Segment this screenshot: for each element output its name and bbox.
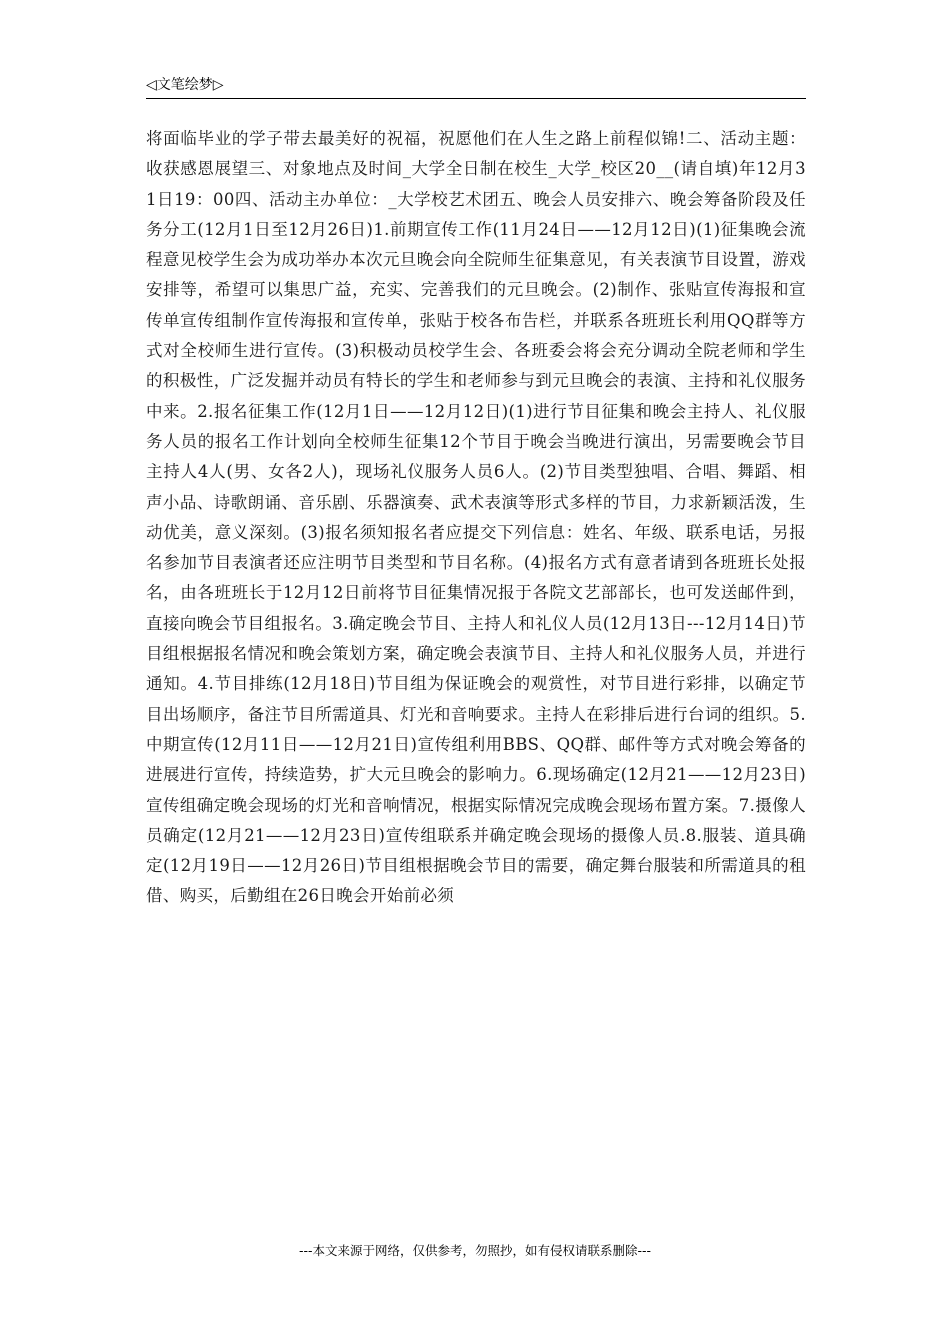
document-body-text: 将面临毕业的学子带去最美好的祝福，祝愿他们在人生之路上前程似锦!二、活动主题：收获感恩展望三、对象地点及时间_大学全日制在校生_大学_校区20__(请自填)年12月31日19：00四、活动主办单位：_大学校艺术团五、晚会人员安排六、晚会筹备阶段及任务分工(12月1日至12月26日)1.前期宣传工作(11月24日——12月12日)(1)征集晚会流程意见校学生会为成功举办本次元旦晚会向全院师生征集意见，有关表演节目设置，游戏安排等，希望可以集思广益，充实、完善我们的元旦晚会。(2)制作、张贴宣传海报和宣传单宣传组制作宣传海报和宣传单，张贴于校各布告栏，并联系各班班长利用QQ群等方式对全校师生进行宣传。(3)积极动员校学生会、各班委会将会充分调动全院老师和学生的积极性，广泛发掘并动员有特长的学生和老师参与到元旦晚会的表演、主持和礼仪服务中来。2.报名征集工作(12月1日——12月12日)(1)进行节目征集和晚会主持人、礼仪服务人员的报名工作计划向全校师生征集12个节目于晚会当晚进行演出，另需要晚会节目主持人4人(男、女各2人)，现场礼仪服务人员6人。(2)节目类型独唱、合唱、舞蹈、相声小品、诗歌朗诵、音乐剧、乐器演奏、武术表演等形式多样的节目，力求新颖活泼，生动优美，意义深刻。(3)报名须知报名者应提交下列信息：姓名、年级、联系电话，另报名参加节目表演者还应注明节目类型和节目名称。(4)报名方式有意者请到各班班长处报名，由各班班长于12月12日前将节目征集情况报于各院文艺部部长，也可发送邮件到，直接向晚会节目组报名。3.确定晚会节目、主持人和礼仪人员(12月13日---12月14日)节目组根据报名情况和晚会策划方案，确定晚会表演节目、主持人和礼仪服务人员，并进行通知。4.节目排练(12月18日)节目组为保证晚会的观赏性，对节目进行彩排，以确定节目出场顺序，备注节目所需道具、灯光和音响要求。主持人在彩排后进行台词的组织。5.中期宣传(12月11日——12月21日)宣传组利用BBS、QQ群、邮件等方式对晚会筹备的进展进行宣传，持续造势，扩大元旦晚会的影响力。6.现场确定(12月21——12月23日)宣传组确定晚会现场的灯光和音响情况，根据实际情况完成晚会现场布置方案。7.摄像人员确定(12月21——12月23日)宣传组联系并确定晚会现场的摄像人员.8.服装、道具确定(12月19日——12月26日)节目组根据晚会节目的需要，确定舞台服装和所需道具的租借、购买，后勤组在26日晚会开始前必须: [146, 129, 806, 906]
page-footer-disclaimer: ---本文来源于网络，仅供参考，勿照抄，如有侵权请联系删除---: [298, 1243, 652, 1258]
header-brand: ◁文笔绘梦▷: [146, 77, 224, 93]
page-header: [146, 72, 806, 99]
